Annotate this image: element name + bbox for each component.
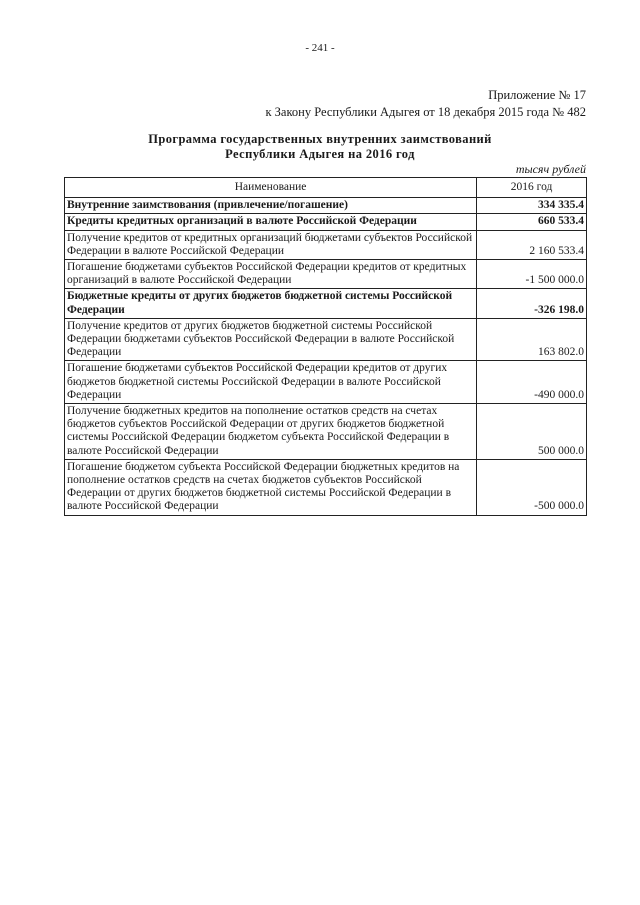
- row-value: 660 533.4: [477, 214, 587, 230]
- table-row: [65, 459, 587, 515]
- row-value: -490 000.0: [477, 361, 587, 404]
- table-row: [65, 404, 587, 460]
- row-name: Бюджетные кредиты от других бюджетов бюджетной системы Российской Федерации: [65, 289, 477, 318]
- row-name: Кредиты кредитных организаций в валюте Российской Федерации: [65, 214, 477, 230]
- table-row: [65, 318, 587, 361]
- row-value: 2 160 533.4: [477, 230, 587, 259]
- table-row-budget-credits: [65, 289, 587, 318]
- row-value: 163 802.0: [477, 318, 587, 361]
- table-row: [65, 361, 587, 404]
- row-value: 334 335.4: [477, 198, 587, 214]
- row-name: Получение кредитов от других бюджетов бюджетной системы Российской Федерации бюджетами субъектов Российской Федерации в валюте Российской Федерации: [65, 318, 477, 361]
- appendix-law-reference: к Закону Республики Адыгея от 18 декабря 2015 года № 482: [265, 105, 586, 119]
- row-name: Погашение бюджетом субъекта Российской Федерации бюджетных кредитов на пополнение остатков средств на счетах бюджетов субъектов Российской Федерации от других бюджетов бюджетной системы Российской Федерации в валюте Российской Федерации: [65, 459, 477, 515]
- column-header-name: Наименование: [65, 178, 477, 198]
- row-value: 500 000.0: [477, 404, 587, 460]
- units-label: тысяч рублей: [515, 162, 586, 176]
- appendix-number: Приложение № 17: [488, 88, 586, 102]
- row-name: Погашение бюджетами субъектов Российской Федерации кредитов от других бюджетов бюджетной системы Российской Федерации в валюте Российской Федерации: [65, 361, 477, 404]
- document-title-line-1: Программа государственных внутренних заимствований: [148, 132, 492, 146]
- page-number: - 241 -: [305, 42, 335, 54]
- row-value: -326 198.0: [477, 289, 587, 318]
- row-name: Получение бюджетных кредитов на пополнение остатков средств на счетах бюджетов субъектов Российской Федерации от других бюджетов бюджетной системы Российской Федерации бюджетом субъекта Российской Федерации в валюте Российской Федерации: [65, 404, 477, 460]
- table-row-internal-borrowing: [65, 198, 587, 214]
- row-value: -500 000.0: [477, 459, 587, 515]
- table-header-row: [65, 178, 587, 198]
- table-row: [65, 260, 587, 289]
- column-header-year: 2016 год: [477, 178, 587, 198]
- borrowing-program-table: [64, 177, 587, 516]
- row-value: -1 500 000.0: [477, 260, 587, 289]
- table-row: [65, 230, 587, 259]
- row-name: Получение кредитов от кредитных организаций бюджетами субъектов Российской Федерации в валюте Российской Федерации: [65, 230, 477, 259]
- row-name: Внутренние заимствования (привлечение/погашение): [65, 198, 477, 214]
- row-name: Погашение бюджетами субъектов Российской Федерации кредитов от кредитных организаций в валюте Российской Федерации: [65, 260, 477, 289]
- table-row-credit-org-loans: [65, 214, 587, 230]
- document-title-line-2: Республики Адыгея на 2016 год: [225, 147, 415, 161]
